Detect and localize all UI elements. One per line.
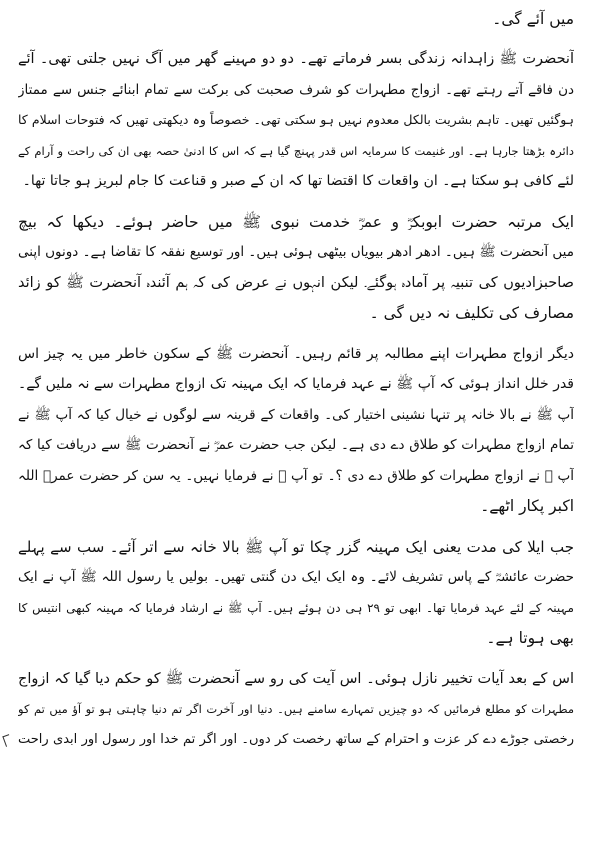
text-line: صاحبزادیوں کی تنبیہ پر آمادہ ہوگئے۔ لیکن انہوں نے عرض کی کہ ہم آئندہ آنحضرت ﷺ کو زائد bbox=[18, 274, 574, 291]
text-line: ایک مرتبہ حضرت ابوبکرؓ و عمرؓ خدمت نبوی ﷺ میں حاضر ہوئے۔ دیکھا کہ بیچ bbox=[18, 212, 574, 231]
text-line: لئے کافی ہو سکتا ہے۔ ان واقعات کا اقتضا تھا کہ ان کے صبر و قناعت کا جام لبریز ہو جاتا تھا۔ bbox=[22, 173, 574, 189]
text-line: مطہرات کو مطلع فرمائیں کہ دو چیزیں تمہارے سامنے ہیں۔ دنیا اور آخرت اگر تم دنیا چاہتی ہو تو آؤ میں تم کو bbox=[18, 702, 574, 716]
text-line: قدر خلل انداز ہوئی کہ آپ ﷺ نے عہد فرمایا کہ ایک مہینہ تک ازواج مطہرات سے نہ ملیں گے۔ bbox=[18, 376, 574, 392]
text-line: مصارف کی تکلیف نہ دیں گی ۔ bbox=[369, 304, 574, 322]
text-line: حضرت عائشہؓ کے پاس تشریف لائے۔ وہ ایک ایک دن گنتی تھیں۔ بولیں یا رسول اللہ ﷺ آپ نے ایک bbox=[18, 569, 574, 585]
text-line: اس کے بعد آیات تخییر نازل ہوئی۔ اس آیت کی رو سے آنحضرت ﷺ کو حکم دیا گیا کہ ازواج bbox=[18, 670, 574, 687]
paragraph-other-wives bbox=[18, 339, 574, 522]
text-line: میں آئے گی۔ bbox=[492, 10, 574, 28]
paragraph-continuation bbox=[18, 4, 574, 34]
paragraph-ascetic-life bbox=[18, 44, 574, 197]
text-line: جب ایلا کی مدت یعنی ایک مہینہ گزر چکا تو آپ ﷺ بالا خانہ سے اتر آئے۔ سب سے پہلے bbox=[18, 537, 574, 556]
text-line: آپ ﷺ نے بالا خانہ پر تنہا نشینی اختیار کی۔ واقعات کے قرینہ سے لوگوں نے خیال کیا کہ آپ ﷺ نے bbox=[18, 406, 574, 423]
paragraph-verses-of-choice bbox=[18, 664, 574, 756]
paragraph-abu-bakr-umar bbox=[18, 207, 574, 329]
text-line: آنحضرت ﷺ زاہدانہ زندگی بسر فرماتے تھے۔ دو دو مہینے گھر میں آگ نہیں جلتی تھی۔ آئے bbox=[18, 51, 574, 67]
margin-pencil-mark bbox=[2, 734, 12, 747]
text-line: مہینہ کے لئے عہد فرمایا تھا۔ ابھی تو ۲۹ ہی دن ہوئے ہیں۔ آپ ﷺ نے ارشاد فرمایا کہ مہینہ کبھی انتیس کا bbox=[18, 600, 574, 615]
document-page bbox=[18, 4, 574, 840]
text-line: اکبر پکار اٹھے۔ bbox=[480, 497, 574, 515]
text-line: بھی ہوتا ہے۔ bbox=[486, 629, 574, 647]
text-line: تمام ازواج مطہرات کو طلاق دے دی ہے۔ لیکن جب حضرت عمرؓ نے آنحضرت ﷺ سے دریافت کیا کہ bbox=[18, 437, 574, 453]
paragraph-ila-period bbox=[18, 532, 574, 654]
text-line: میں آنحضرت ﷺ ہیں۔ ادھر ادھر بیویاں بیٹھی ہوئی ہیں۔ اور توسیع نفقہ کا تقاضا ہے۔ دونوں اپنی bbox=[18, 244, 574, 260]
text-line: ہوگئیں تھیں۔ تاہم بشریت بالکل معدوم نہیں ہو سکتی تھی۔ خصوصاً وہ دیکھتی تھیں کہ فتوحات اسلام کا bbox=[18, 112, 574, 127]
text-line: دیگر ازواج مطہرات اپنے مطالبہ پر قائم رہیں۔ آنحضرت ﷺ کے سکون خاطر میں یہ چیز اس bbox=[18, 345, 574, 362]
text-line: دن فاقے آتے رہتے تھے۔ ازواج مطہرات کو شرف صحبت کی برکت سے تمام ابنائے جنس سے ممتاز bbox=[18, 81, 574, 98]
text-line: دائرہ بڑھتا جارہا ہے۔ اور غنیمت کا سرمایہ اس قدر پہنچ گیا ہے کہ اس کا ادنیٰ حصہ بھی ان کی راحت و آرام کے bbox=[18, 143, 574, 158]
text-line: آپ ﷺ نے ازواج مطہرات کو طلاق دے دی ؟۔ تو آپ ﷺ نے فرمایا نہیں۔ یہ سن کر حضرت عمرؓ اللہ bbox=[18, 467, 574, 484]
text-line: رخصتی جوڑے دے کر عزت و احترام کے ساتھ رخصت کر دوں۔ اور اگر تم خدا اور رسول اور ابدی راحت bbox=[18, 731, 574, 747]
